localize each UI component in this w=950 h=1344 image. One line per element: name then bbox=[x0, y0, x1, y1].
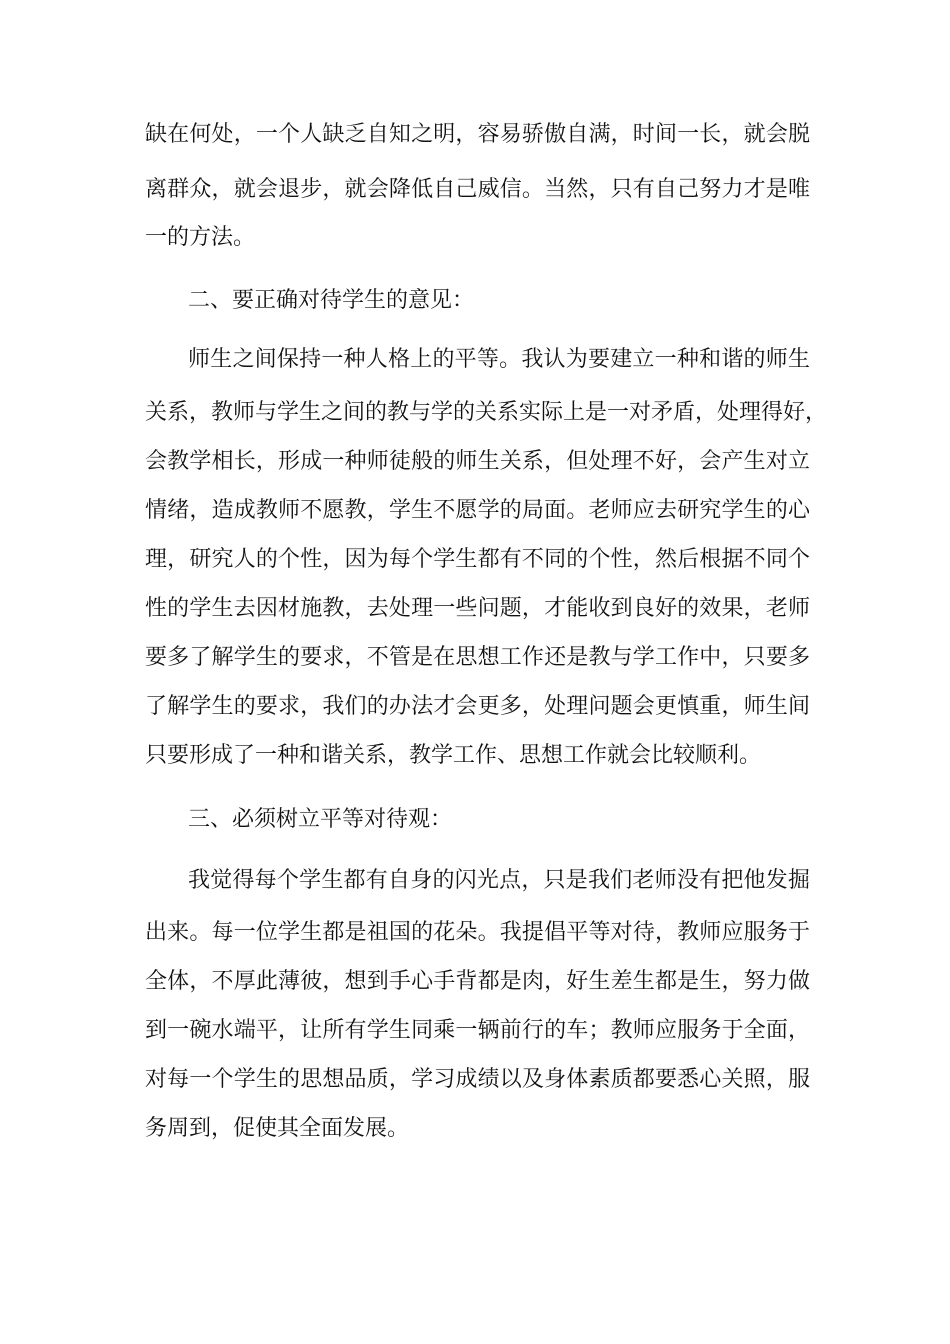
text-line: 关系，教师与学生之间的教与学的关系实际上是一对矛盾，处理得好， bbox=[145, 400, 828, 425]
text-line: 要多了解学生的要求，不管是在思想工作还是教与学工作中，只要多 bbox=[145, 645, 810, 670]
text-line: 对每一个学生的思想品质，学习成绩以及身体素质都要悉心关照，服 bbox=[145, 1067, 810, 1092]
text-line: 缺在何处，一个人缺乏自知之明，容易骄傲自满，时间一长，就会脱 bbox=[145, 122, 810, 147]
text-line: 只要形成了一种和谐关系，教学工作、思想工作就会比较顺利。 bbox=[145, 743, 762, 768]
text-line: 我觉得每个学生都有自身的闪光点，只是我们老师没有把他发掘 bbox=[188, 868, 810, 893]
text-line: 全体，不厚此薄彼，想到手心手背都是肉，好生差生都是生，努力做 bbox=[145, 969, 810, 994]
section-heading-3: 三、必须树立平等对待观： bbox=[188, 807, 453, 832]
text-line: 了解学生的要求，我们的办法才会更多，处理问题会更慎重，师生间 bbox=[145, 694, 810, 719]
text-line: 务周到，促使其全面发展。 bbox=[145, 1116, 410, 1141]
text-line: 会教学相长，形成一种师徒般的师生关系，但处理不好，会产生对立 bbox=[145, 449, 810, 474]
section-heading-2: 二、要正确对待学生的意见： bbox=[188, 288, 475, 313]
text-line: 离群众，就会退步，就会降低自己威信。当然，只有自己努力才是唯 bbox=[145, 177, 810, 202]
text-line: 理，研究人的个性，因为每个学生都有不同的个性，然后根据不同个 bbox=[145, 547, 810, 572]
text-line: 一的方法。 bbox=[145, 225, 256, 250]
text-line: 师生之间保持一种人格上的平等。我认为要建立一种和谐的师生 bbox=[188, 347, 810, 372]
text-line: 情绪，造成教师不愿教，学生不愿学的局面。老师应去研究学生的心 bbox=[145, 498, 810, 523]
text-line: 性的学生去因材施教，去处理一些问题，才能收到良好的效果，老师 bbox=[145, 596, 810, 621]
text-line: 到一碗水端平，让所有学生同乘一辆前行的车；教师应服务于全面， bbox=[145, 1018, 810, 1043]
text-line: 出来。每一位学生都是祖国的花朵。我提倡平等对待，教师应服务于 bbox=[145, 920, 810, 945]
